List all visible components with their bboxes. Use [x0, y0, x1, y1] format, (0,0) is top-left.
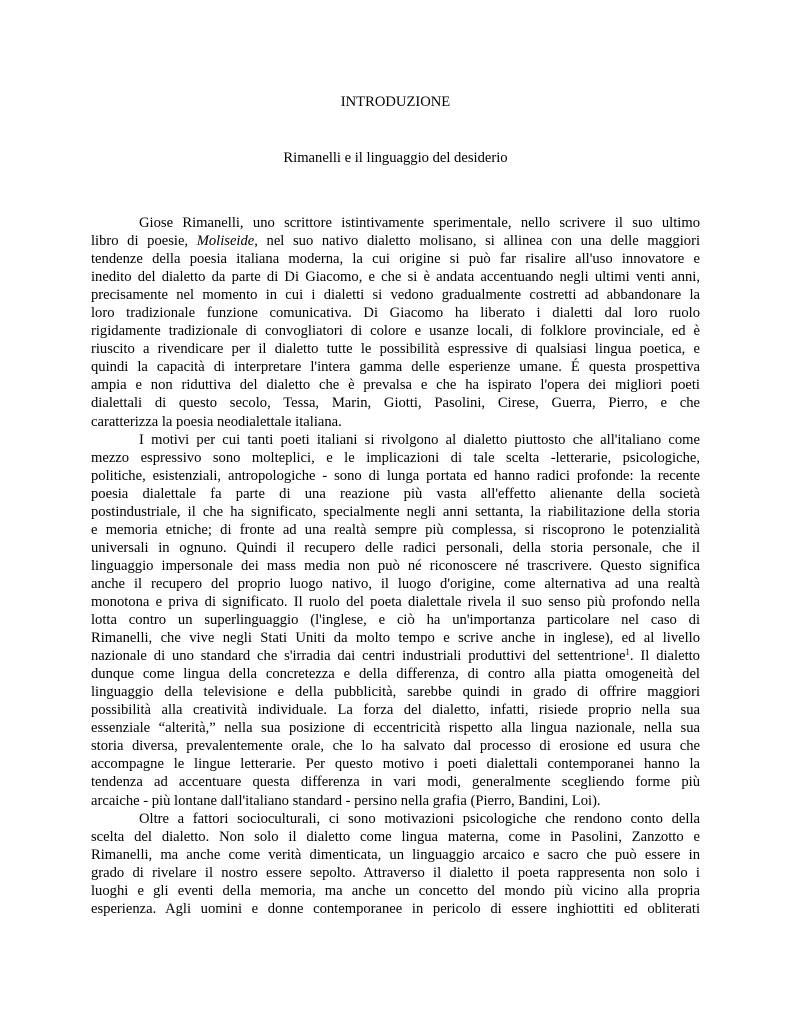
text-line — [91, 232, 700, 250]
text-line: linguaggio impersonale dei mass media non può né riconoscere né trascrivere. Questo significa — [91, 557, 700, 574]
text-segment: libro di poesie, — [91, 233, 197, 250]
text-line: Oltre a fattori socioculturali, ci sono motivazioni psicologiche che rendono conto della — [139, 810, 700, 827]
text-line: linguaggio della televisione e della pubblicità, sarebbe quindi in grado di offrire maggiori — [91, 684, 700, 701]
text-line: luoghi e gli eventi della memoria, ma anche un concetto del mondo più vicino alla propria — [91, 882, 700, 899]
text-line: I motivi per cui tanti poeti italiani si rivolgono al dialetto piuttosto che all'italiano come — [139, 431, 700, 448]
text-line: Rimanelli, ma anche come verità dimenticata, un linguaggio arcaico e sacro che può essere in — [91, 846, 700, 863]
text-line: Rimanelli, che vive negli Stati Uniti da molto tempo e scrive anche in inglese), ed al livello — [91, 630, 700, 647]
text-line: quindi la capacità di interpretare l'intera gamma delle esperienze umane. É questa prospettiva — [91, 359, 700, 376]
text-line: arcaiche - più lontane dall'italiano standard - persino nella grafia (Pierro, Bandini, Loi). — [91, 792, 601, 809]
body-text — [91, 214, 700, 918]
text-line: politiche, esistenziali, antropologiche - sono di lunga portata ed hanno radici profonde: la recente — [91, 467, 700, 484]
text-line: storia diversa, prevalentemente orale, che lo ha salvato dal processo di erosione ed usura che — [91, 738, 700, 755]
text-line: accompagne le lingue letterarie. Per questo motivo i poeti dialettali contemporanei hanno la — [91, 756, 700, 773]
text-line: ampia e non riduttiva del dialetto che è prevalsa e che ha ispirato l'opera dei migliori poeti — [91, 377, 700, 394]
text-line: tendenza ad accentuare questa differenza in vari modi, generalmente scegliendo forme più — [91, 774, 700, 791]
text-line: scelta del dialetto. Non solo il dialetto come lingua materna, come in Pasolini, Zanzotto e — [91, 828, 700, 845]
text-line: dialettali di questo secolo, Tessa, Marin, Giotti, Pasolini, Cirese, Guerra, Pierro, e che — [91, 395, 700, 412]
text-line: anche il recupero del proprio luogo nativo, il luogo d'origine, come alternativa ad una realtà — [91, 575, 700, 592]
text-line: essenziale “alterità,” nella sua posizione di eccentricità rispetto alla lingua nazionale, nella sua — [91, 720, 700, 737]
text-line: mezzo espressivo sono molteplici, e le implicazioni di tale scelta -letterarie, psicologiche, — [91, 449, 700, 466]
footnote-ref[interactable]: 1 — [625, 647, 630, 658]
text-segment: . Il dialetto — [629, 648, 700, 665]
text-line: esperienza. Agli uomini e donne contemporanee in pericolo di essere inghiottiti ed obliterati — [91, 900, 700, 917]
text-line: grado di rivelare il nostro essere sepolto. Attraverso il dialetto il poeta rappresenta non solo i — [91, 864, 700, 881]
text-line: postindustriale, il che ha significato, specialmente negli anni settanta, la riabilitazione della storia — [91, 503, 700, 520]
text-line: rigidamente tradizionale di convogliatori di colore e usanze locali, di folklore provinciale, ed è — [91, 323, 700, 340]
text-line: riuscito a rivendicare per il dialetto tutte le possibilità espressive di qualsiasi lingua poetica, e — [91, 341, 700, 358]
text-line: monotona e priva di significato. Il ruolo del poeta dialettale rivela il suo senso più profondo nella — [91, 593, 700, 610]
text-line: precisamente nel momento in cui i dialetti si vedono gradualmente costretti ad abbandonare la — [91, 287, 700, 304]
page-subtitle: Rimanelli e il linguaggio del desiderio — [283, 150, 508, 166]
book-title-italic: Moliseide — [196, 233, 255, 250]
page-title: INTRODUZIONE — [340, 94, 451, 110]
text-line: dunque come lingua della concretezza e della differenza, di contro alla piatta omogeneità del — [91, 666, 700, 683]
text-line: Giose Rimanelli, uno scrittore istintivamente sperimentale, nello scrivere il suo ultimo — [139, 215, 700, 231]
text-line — [91, 647, 700, 665]
text-line: lotta contro un superlinguaggio (l'inglese, e ciò ha un'importanza particolare nel caso di — [91, 612, 700, 629]
text-line: universali in ognuno. Quindi il recupero delle radici personali, della storia personale, che il — [91, 539, 700, 556]
text-segment: nazionale di uno standard che s'irradia dai centri industriali produttivi del settentrione — [91, 648, 626, 665]
text-segment: , nel suo nativo dialetto molisano, si allinea con una delle maggiori — [254, 233, 700, 250]
text-line: caratterizza la poesia neodialettale italiana. — [91, 413, 342, 430]
text-line: inedito del dialetto da parte di Di Giacomo, e che si è andata accentuando negli ultimi venti anni, — [91, 269, 700, 286]
text-line: poesia dialettale fa parte di una reazione più vasta all'effetto alienante della società — [91, 485, 700, 502]
text-line: loro tradizionale funzione comunicativa. Di Giacomo ha liberato i dialetti dal loro ruolo — [91, 305, 700, 322]
text-line: tendenze della poesia italiana moderna, la cui origine si può far risalire all'uso innovatore e — [91, 251, 700, 268]
text-line: possibilità alla creatività individuale. La forza del dialetto, infatti, risiede proprio nella sua — [91, 702, 700, 719]
text-line: e memoria etniche; di fronte ad una realtà sempre più complessa, si riscoprono le potenzialità — [91, 521, 700, 538]
